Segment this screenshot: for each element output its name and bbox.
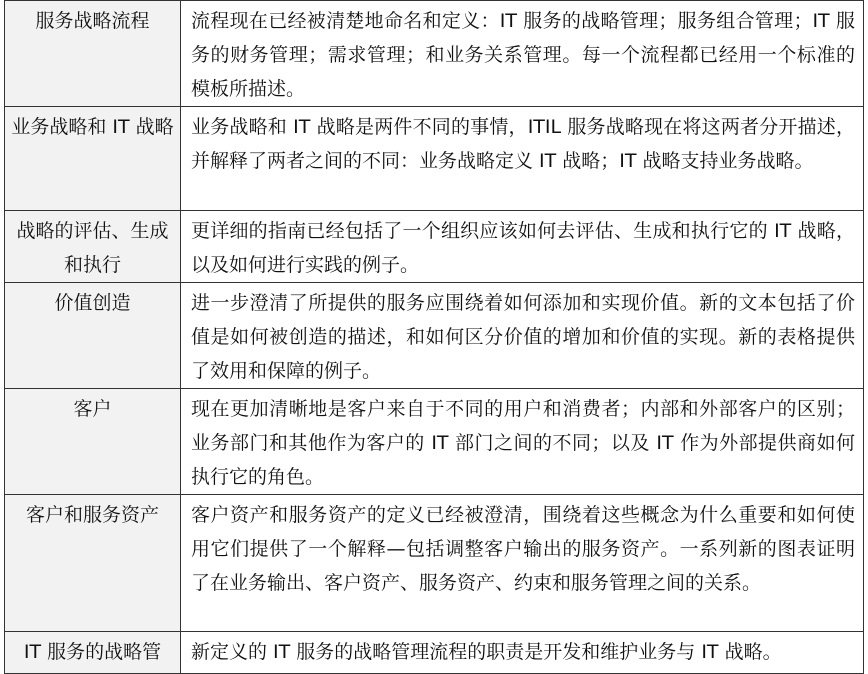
table-row bbox=[5, 389, 864, 495]
table-row bbox=[5, 283, 864, 389]
itil-changes-table bbox=[4, 0, 864, 674]
table-row bbox=[5, 495, 864, 632]
description-cell: 新定义的 IT 服务的战略管理流程的职责是开发和维护业务与 IT 战略。 bbox=[181, 632, 864, 674]
topic-cell: 战略的评估、生成和执行 bbox=[5, 211, 181, 283]
description-cell: 流程现在已经被清楚地命名和定义：IT 服务的战略管理；服务组合管理；IT 服务的财务管理；需求管理；和业务关系管理。每一个流程都已经用一个标准的模板所描述。 bbox=[181, 1, 864, 107]
table-row bbox=[5, 632, 864, 674]
topic-cell: 客户和服务资产 bbox=[5, 495, 181, 632]
description-cell: 进一步澄清了所提供的服务应围绕着如何添加和实现价值。新的文本包括了价值是如何被创造的描述，和如何区分价值的增加和价值的实现。新的表格提供了效用和保障的例子。 bbox=[181, 283, 864, 389]
table-row bbox=[5, 211, 864, 283]
description-cell: 更详细的指南已经包括了一个组织应该如何去评估、生成和执行它的 IT 战略，以及如何进行实践的例子。 bbox=[181, 211, 864, 283]
topic-cell: 服务战略流程 bbox=[5, 1, 181, 107]
topic-cell: 客户 bbox=[5, 389, 181, 495]
description-cell: 客户资产和服务资产的定义已经被澄清，围绕着这些概念为什么重要和如何使用它们提供了一个解释—包括调整客户输出的服务资产。一系列新的图表证明了在业务输出、客户资产、服务资产、约束和服务管理之间的关系。 bbox=[181, 495, 864, 632]
topic-cell: IT 服务的战略管 bbox=[5, 632, 181, 674]
topic-cell: 业务战略和 IT 战略 bbox=[5, 107, 181, 211]
table-row bbox=[5, 1, 864, 107]
topic-cell: 价值创造 bbox=[5, 283, 181, 389]
table-row bbox=[5, 107, 864, 211]
description-cell: 业务战略和 IT 战略是两件不同的事情，ITIL 服务战略现在将这两者分开描述，并解释了两者之间的不同：业务战略定义 IT 战略；IT 战略支持业务战略。 bbox=[181, 107, 864, 211]
description-cell: 现在更加清晰地是客户来自于不同的用户和消费者；内部和外部客户的区别；业务部门和其他作为客户的 IT 部门之间的不同；以及 IT 作为外部提供商如何执行它的角色。 bbox=[181, 389, 864, 495]
